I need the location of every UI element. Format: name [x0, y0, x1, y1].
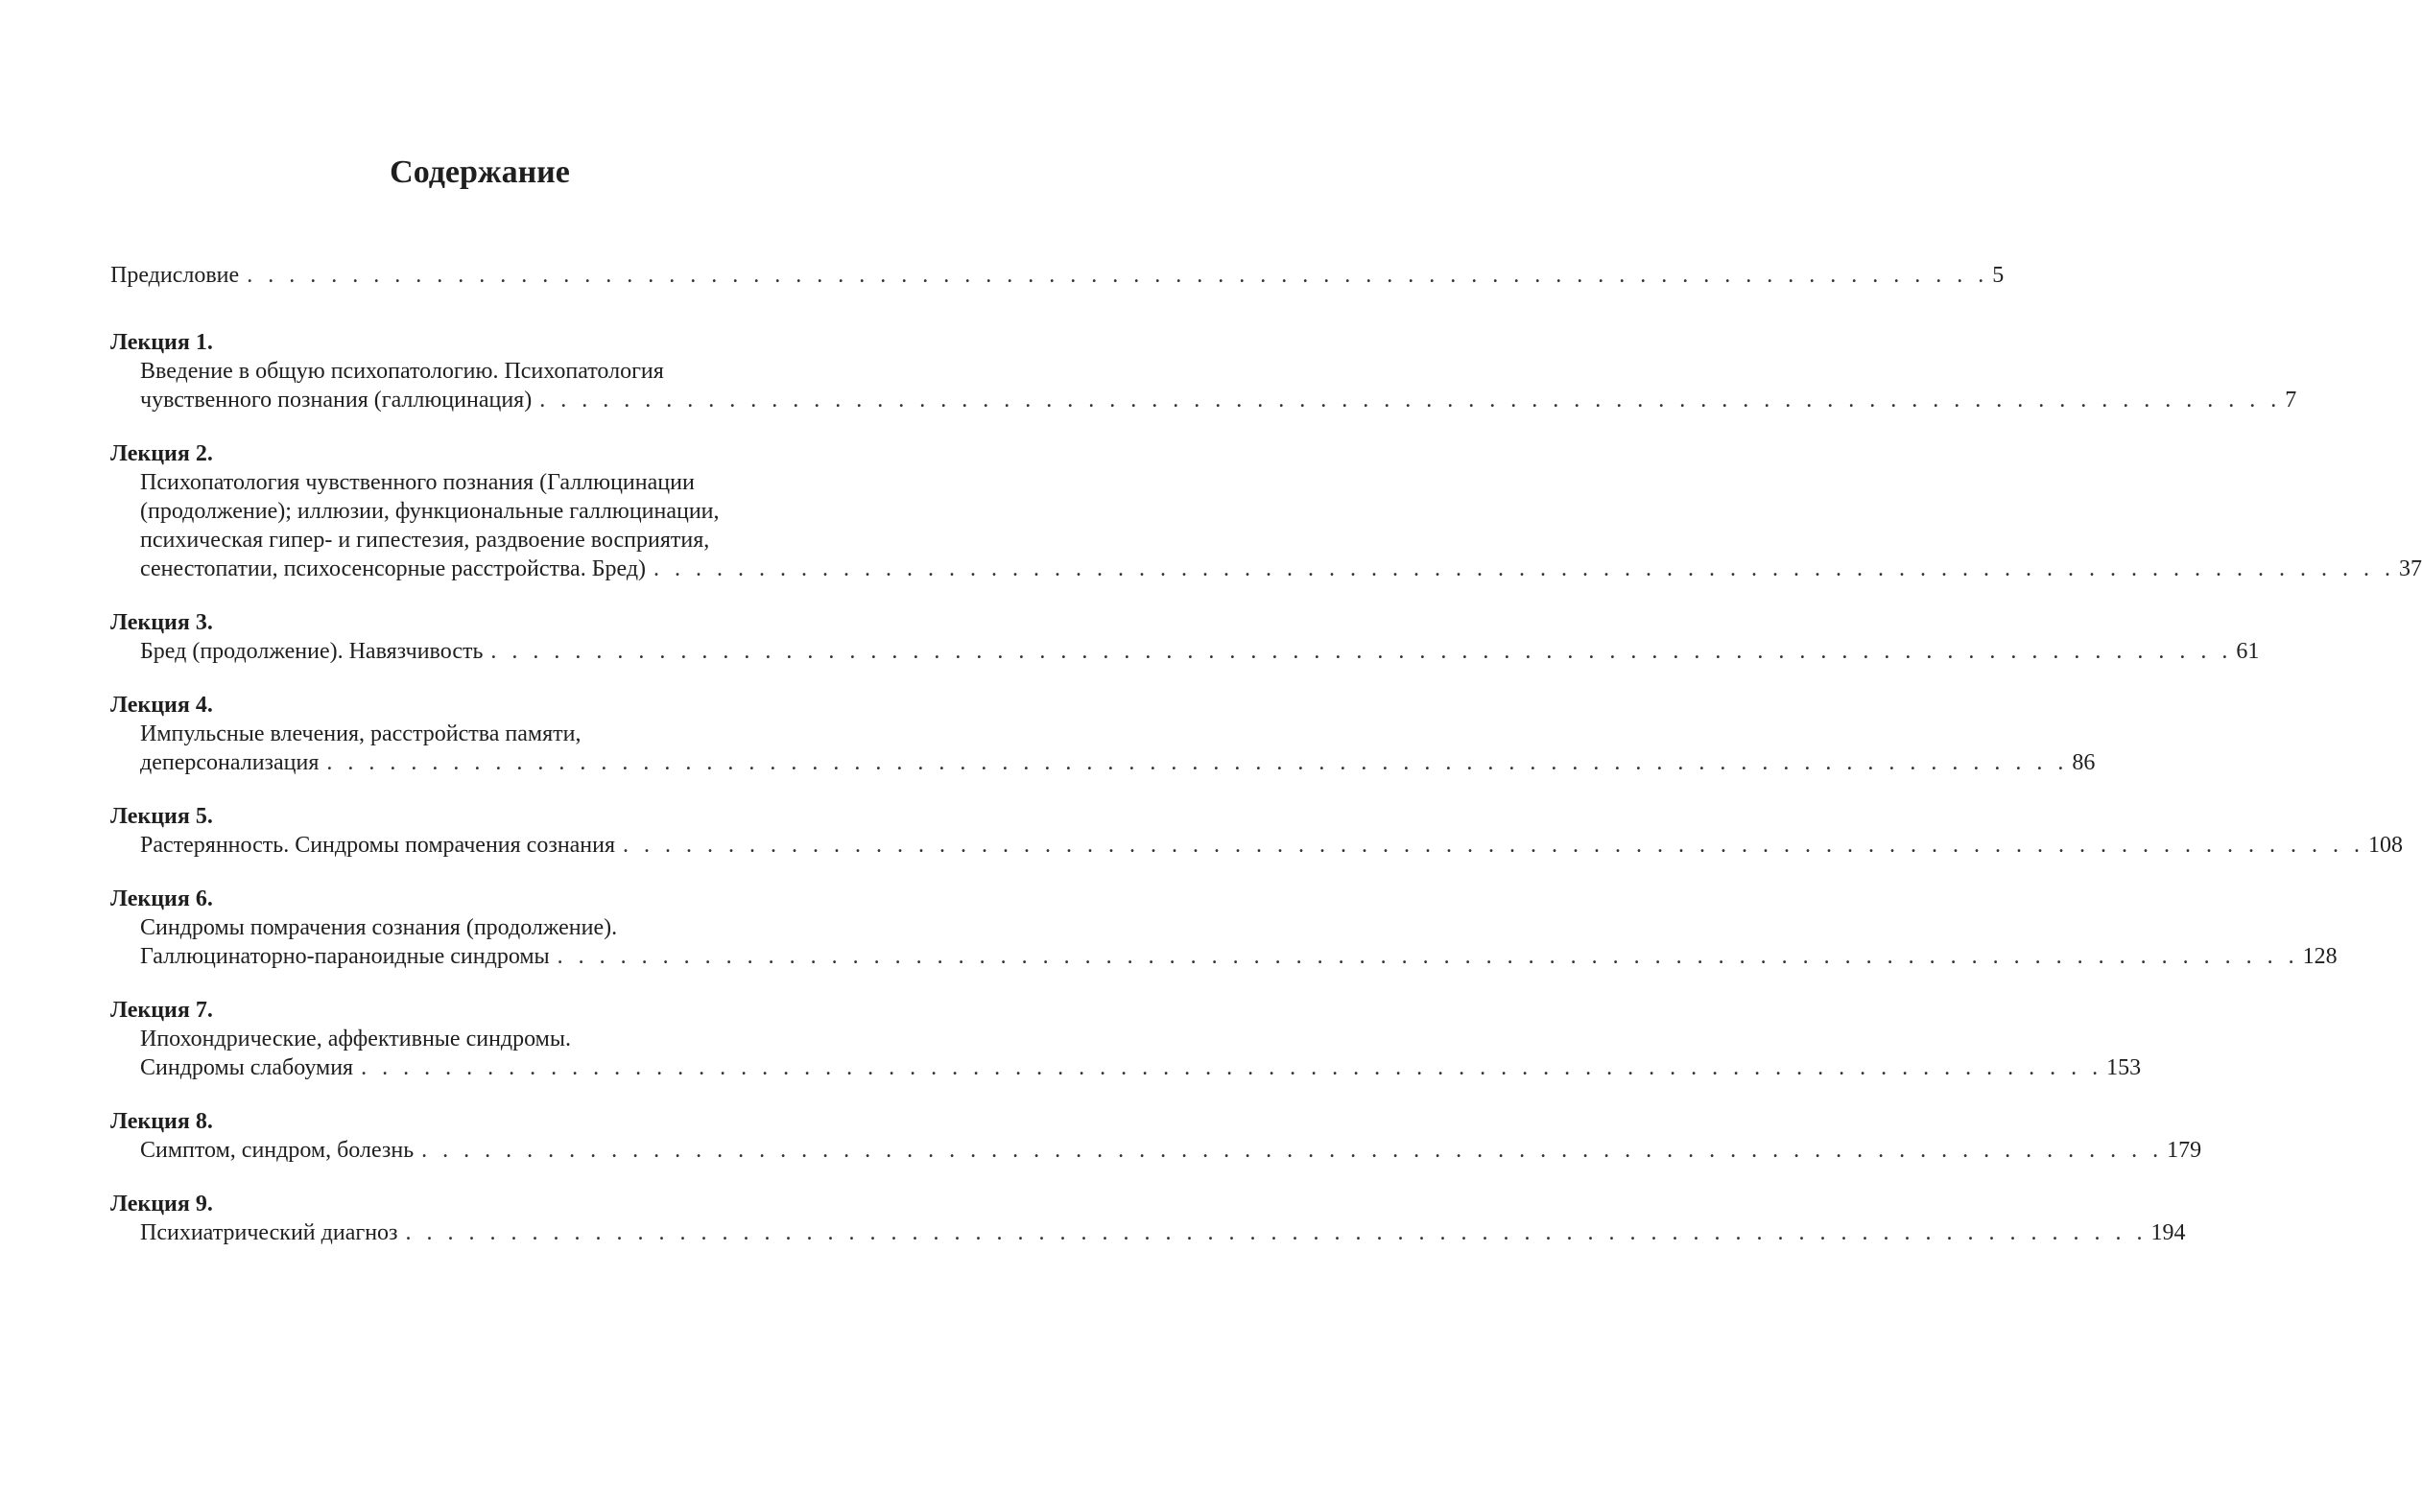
toc-lecture-6 [110, 885, 2338, 971]
toc-entry[interactable] [110, 637, 2260, 666]
toc-entry-text: Синдромы слабоумия [140, 1055, 354, 1080]
toc-entry[interactable] [110, 555, 2422, 583]
toc-entry-text: чувственного познания (галлюцинация) [140, 388, 533, 413]
toc-page-number: 7 [2285, 388, 2297, 413]
dot-leader: . . . . . . . . . . . . . . . . . . . . . . . . . . . . . . . . . . . . . . . . . . . . . . . . . . . . . . . . . . . . . . . . . . . . . . . . . . . . . . . . . . . [361, 1055, 2103, 1080]
lecture-heading: Лекция 6. [110, 886, 213, 911]
toc-entry-text: Бред (продолжение). Навязчивость [140, 639, 484, 664]
toc-entry-text: деперсонализация [140, 750, 320, 775]
toc-entry-preface[interactable] [110, 259, 2005, 292]
toc-entry[interactable] [110, 1136, 2202, 1165]
lecture-heading: Лекция 2. [110, 441, 213, 466]
dot-leader: . . . . . . . . . . . . . . . . . . . . . . . . . . . . . . . . . . . . . . . . . . . . . . . . . . . . . . . . . . . . . . . . . . . . . . . . . . . . . . . . . . . [326, 750, 2069, 775]
dot-leader: . . . . . . . . . . . . . . . . . . . . . . . . . . . . . . . . . . . . . . . . . . . . . . . . . . . . . . . . . . . . . . . . . . . . . . . . . . . . . . . . . . . [421, 1138, 2164, 1163]
toc-entry-text: Симптом, синдром, болезнь [140, 1138, 415, 1163]
dot-leader: . . . . . . . . . . . . . . . . . . . . . . . . . . . . . . . . . . . . . . . . . . . . . . . . . . . . . . . . . . . . . . . . . . . . . . . . . . . . . . . . . . . [247, 263, 1989, 288]
lecture-description-line: Импульсные влечения, расстройства памяти, [140, 721, 582, 746]
dot-leader: . . . . . . . . . . . . . . . . . . . . . . . . . . . . . . . . . . . . . . . . . . . . . . . . . . . . . . . . . . . . . . . . . . . . . . . . . . . . . . . . . . . [405, 1220, 2148, 1245]
toc-page-number: 5 [1992, 263, 2005, 288]
toc-entry[interactable] [110, 1218, 2186, 1247]
toc-lecture-5 [110, 802, 2404, 860]
toc-lecture-4 [110, 691, 2096, 777]
toc-page-number: 86 [2072, 750, 2096, 775]
lecture-heading: Лекция 7. [110, 998, 213, 1023]
toc-entry-text: Растерянность. Синдромы помрачения сознания [140, 833, 616, 858]
toc-entry[interactable] [110, 942, 2338, 971]
lecture-description-line: Синдромы помрачения сознания (продолжение). [140, 915, 618, 940]
toc-page-number: 194 [2150, 1220, 2186, 1245]
toc-page-number: 61 [2236, 639, 2260, 664]
table-of-contents [110, 259, 2422, 1247]
dot-leader: . . . . . . . . . . . . . . . . . . . . . . . . . . . . . . . . . . . . . . . . . . . . . . . . . . . . . . . . . . . . . . . . . . . . . . . . . . . . . . . . . . . [557, 944, 2299, 969]
toc-lecture-8 [110, 1107, 2202, 1165]
lecture-description-line: Психопатология чувственного познания (Галлюцинации [140, 470, 695, 495]
toc-entry-text: Психиатрический диагноз [140, 1220, 398, 1245]
toc-entry[interactable] [110, 386, 2297, 414]
toc-page-number: 179 [2167, 1138, 2202, 1163]
lecture-heading: Лекция 5. [110, 804, 213, 829]
lecture-heading: Лекция 9. [110, 1192, 213, 1217]
lecture-heading: Лекция 4. [110, 693, 213, 718]
toc-entry-text: сенестопатии, психосенсорные расстройства. Бред) [140, 556, 647, 581]
toc-lecture-1 [110, 328, 2297, 414]
dot-leader: . . . . . . . . . . . . . . . . . . . . . . . . . . . . . . . . . . . . . . . . . . . . . . . . . . . . . . . . . . . . . . . . . . . . . . . . . . . . . . . . . . . [490, 639, 2233, 664]
lecture-heading: Лекция 3. [110, 610, 213, 635]
lecture-description-line: психическая гипер- и гипестезия, раздвоение восприятия, [140, 528, 710, 553]
toc-entry[interactable] [110, 831, 2404, 860]
toc-entry-text: Галлюцинаторно-параноидные синдромы [140, 944, 550, 969]
toc-entry-text: Предисловие [110, 263, 240, 288]
toc-lecture-2 [110, 439, 2422, 583]
toc-page-number: 128 [2302, 944, 2338, 969]
toc-entry[interactable] [110, 1053, 2142, 1082]
toc-page-number: 37 [2399, 556, 2422, 581]
toc-entry[interactable] [110, 748, 2096, 777]
toc-lecture-7 [110, 996, 2142, 1082]
toc-lecture-9 [110, 1190, 2186, 1247]
toc-page-number: 108 [2368, 833, 2404, 858]
dot-leader: . . . . . . . . . . . . . . . . . . . . . . . . . . . . . . . . . . . . . . . . . . . . . . . . . . . . . . . . . . . . . . . . . . . . . . . . . . . . . . . . . . . [539, 388, 2282, 413]
lecture-description-line: Ипохондрические, аффективные синдромы. [140, 1027, 571, 1051]
lecture-heading: Лекция 1. [110, 330, 213, 355]
lecture-description-line: (продолжение); иллюзии, функциональные галлюцинации, [140, 499, 720, 524]
lecture-heading: Лекция 8. [110, 1109, 213, 1134]
dot-leader: . . . . . . . . . . . . . . . . . . . . . . . . . . . . . . . . . . . . . . . . . . . . . . . . . . . . . . . . . . . . . . . . . . . . . . . . . . . . . . . . . . . [623, 833, 2365, 858]
toc-page-number: 153 [2106, 1055, 2142, 1080]
dot-leader: . . . . . . . . . . . . . . . . . . . . . . . . . . . . . . . . . . . . . . . . . . . . . . . . . . . . . . . . . . . . . . . . . . . . . . . . . . . . . . . . . . . [653, 556, 2396, 581]
lecture-list [110, 328, 2422, 1247]
lecture-description-line: Введение в общую психопатологию. Психопатология [140, 359, 664, 384]
toc-lecture-3 [110, 608, 2260, 666]
page-title: Содержание [390, 154, 570, 190]
